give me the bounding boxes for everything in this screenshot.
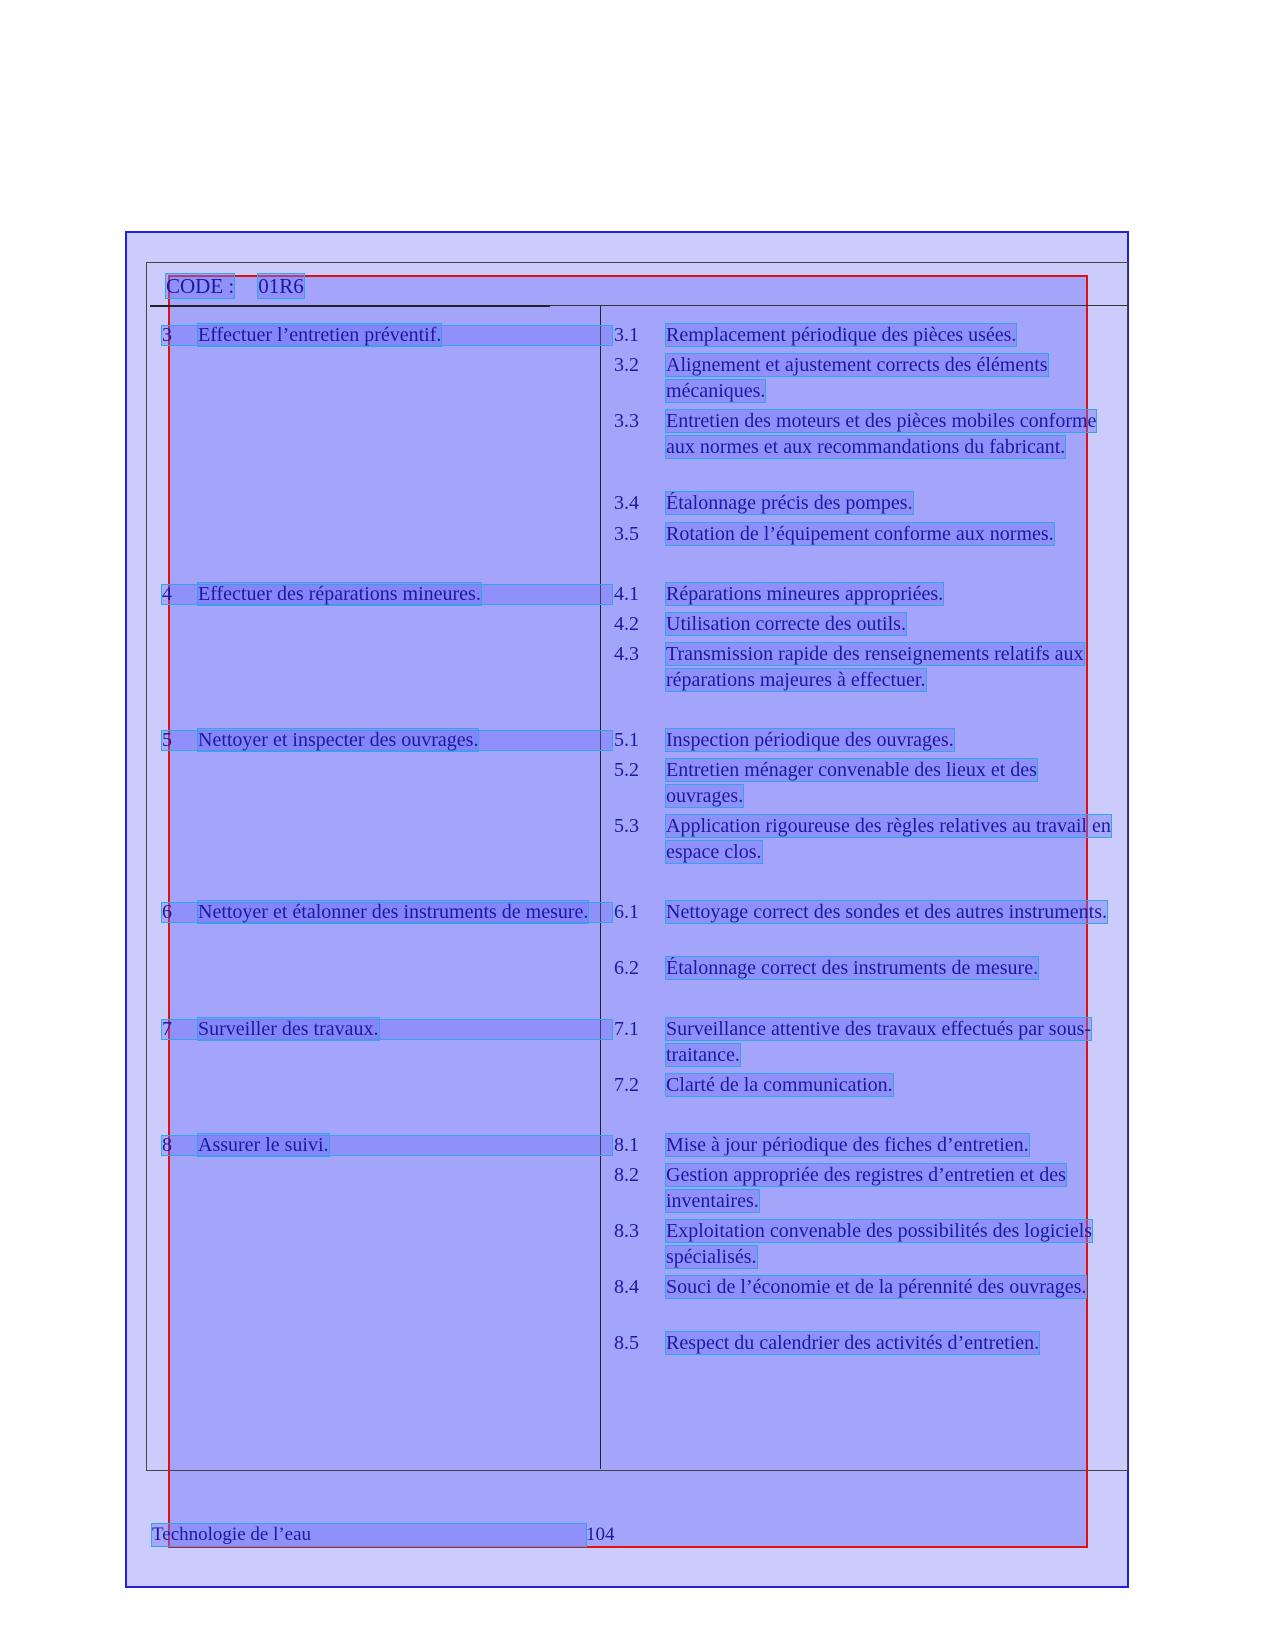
competency-item	[162, 1132, 602, 1158]
competency-text: Surveiller des travaux.	[198, 1018, 379, 1040]
criterion-item	[614, 1330, 1114, 1356]
criterion-text: Mise à jour périodique des fiches d’entretien.	[666, 1134, 1029, 1156]
criterion-text: Étalonnage correct des instruments de mesure.	[666, 957, 1039, 979]
criterion-item	[614, 899, 1114, 925]
code-label: CODE :	[166, 274, 235, 298]
code-row	[166, 274, 304, 298]
competency-item	[162, 727, 602, 753]
criterion-text: Inspection périodique des ouvrages.	[666, 729, 954, 751]
criterion-number: 3.5	[614, 523, 639, 545]
competency-number: 8	[162, 1134, 172, 1156]
criterion-number: 6.1	[614, 901, 639, 923]
criterion-number: 4.2	[614, 613, 639, 635]
competency-text: Effectuer l’entretien préventif.	[198, 324, 442, 346]
criterion-text: Utilisation correcte des outils.	[666, 613, 906, 635]
competency-number: 4	[162, 583, 172, 605]
criterion-number: 8.3	[614, 1220, 639, 1242]
criterion-text: Nettoyage correct des sondes et des autres instruments.	[666, 901, 1107, 923]
criterion-text: Remplacement périodique des pièces usées.	[666, 324, 1017, 346]
criterion-number: 8.2	[614, 1164, 639, 1186]
criterion-text: Respect du calendrier des activités d’entretien.	[666, 1332, 1040, 1354]
criterion-item	[614, 408, 1114, 460]
criterion-text: Souci de l’économie et de la pérennité des ouvrages.	[666, 1276, 1087, 1298]
competency-text: Nettoyer et étalonner des instruments de mesure.	[198, 901, 589, 923]
criterion-number: 4.3	[614, 643, 639, 665]
criterion-item	[614, 1016, 1114, 1068]
criterion-item	[614, 1218, 1114, 1270]
competency-item	[162, 899, 602, 925]
criterion-text: Entretien ménager convenable des lieux et des ouvrages.	[666, 759, 1037, 807]
competency-text: Nettoyer et inspecter des ouvrages.	[198, 729, 479, 751]
page-number: 104	[586, 1524, 615, 1545]
criterion-number: 5.1	[614, 729, 639, 751]
criterion-number: 3.4	[614, 492, 639, 514]
criterion-item	[614, 1132, 1114, 1158]
criterion-item	[614, 1072, 1114, 1098]
criterion-item	[614, 727, 1114, 753]
page-footer	[152, 1524, 615, 1546]
competency-text: Assurer le suivi.	[198, 1134, 329, 1156]
criterion-number: 8.4	[614, 1276, 639, 1298]
header-divider-bold	[150, 305, 550, 307]
criterion-number: 6.2	[614, 957, 639, 979]
criterion-text: Rotation de l’équipement conforme aux normes.	[666, 523, 1054, 545]
criterion-text: Alignement et ajustement corrects des éléments mécaniques.	[666, 354, 1048, 402]
criterion-number: 3.1	[614, 324, 639, 346]
criterion-number: 3.2	[614, 354, 639, 376]
criterion-text: Application rigoureuse des règles relatives au travail en espace clos.	[666, 815, 1111, 863]
criterion-text: Étalonnage précis des pompes.	[666, 492, 913, 514]
competency-number: 5	[162, 729, 172, 751]
criterion-text: Gestion appropriée des registres d’entretien et des inventaires.	[666, 1164, 1066, 1212]
competency-item	[162, 1016, 602, 1042]
competency-number: 7	[162, 1018, 172, 1040]
footer-title: Technologie de l’eau	[152, 1524, 586, 1546]
criterion-number: 7.1	[614, 1018, 639, 1040]
criterion-number: 5.2	[614, 759, 639, 781]
criterion-text: Entretien des moteurs et des pièces mobiles conforme aux normes et aux recommandations du fabricant.	[666, 410, 1097, 458]
criterion-item	[614, 813, 1114, 865]
criterion-number: 8.1	[614, 1134, 639, 1156]
criterion-number: 8.5	[614, 1332, 639, 1354]
criterion-item	[614, 757, 1114, 809]
competency-number: 3	[162, 324, 172, 346]
criterion-text: Réparations mineures appropriées.	[666, 583, 944, 605]
criterion-item	[614, 352, 1114, 404]
criterion-number: 7.2	[614, 1074, 639, 1096]
criterion-item	[614, 641, 1114, 693]
criterion-item	[614, 1274, 1114, 1300]
criterion-text: Clarté de la communication.	[666, 1074, 893, 1096]
criterion-text: Transmission rapide des renseignements relatifs aux réparations majeures à effectuer.	[666, 643, 1084, 691]
criterion-item	[614, 490, 1114, 516]
criterion-number: 3.3	[614, 410, 639, 432]
competency-number: 6	[162, 901, 172, 923]
criterion-text: Exploitation convenable des possibilités des logiciels spécialisés.	[666, 1220, 1093, 1268]
competency-item	[162, 322, 602, 348]
criterion-item	[614, 611, 1114, 637]
criterion-item	[614, 581, 1114, 607]
criterion-number: 5.3	[614, 815, 639, 837]
criterion-item	[614, 322, 1114, 348]
column-divider	[600, 306, 601, 1469]
criterion-text: Surveillance attentive des travaux effectués par sous-traitance.	[666, 1018, 1092, 1066]
code-value: 01R6	[258, 274, 304, 298]
criterion-item	[614, 955, 1114, 981]
competency-item	[162, 581, 602, 607]
criterion-number: 4.1	[614, 583, 639, 605]
competency-text: Effectuer des réparations mineures.	[198, 583, 481, 605]
criterion-item	[614, 521, 1114, 547]
criterion-item	[614, 1162, 1114, 1214]
